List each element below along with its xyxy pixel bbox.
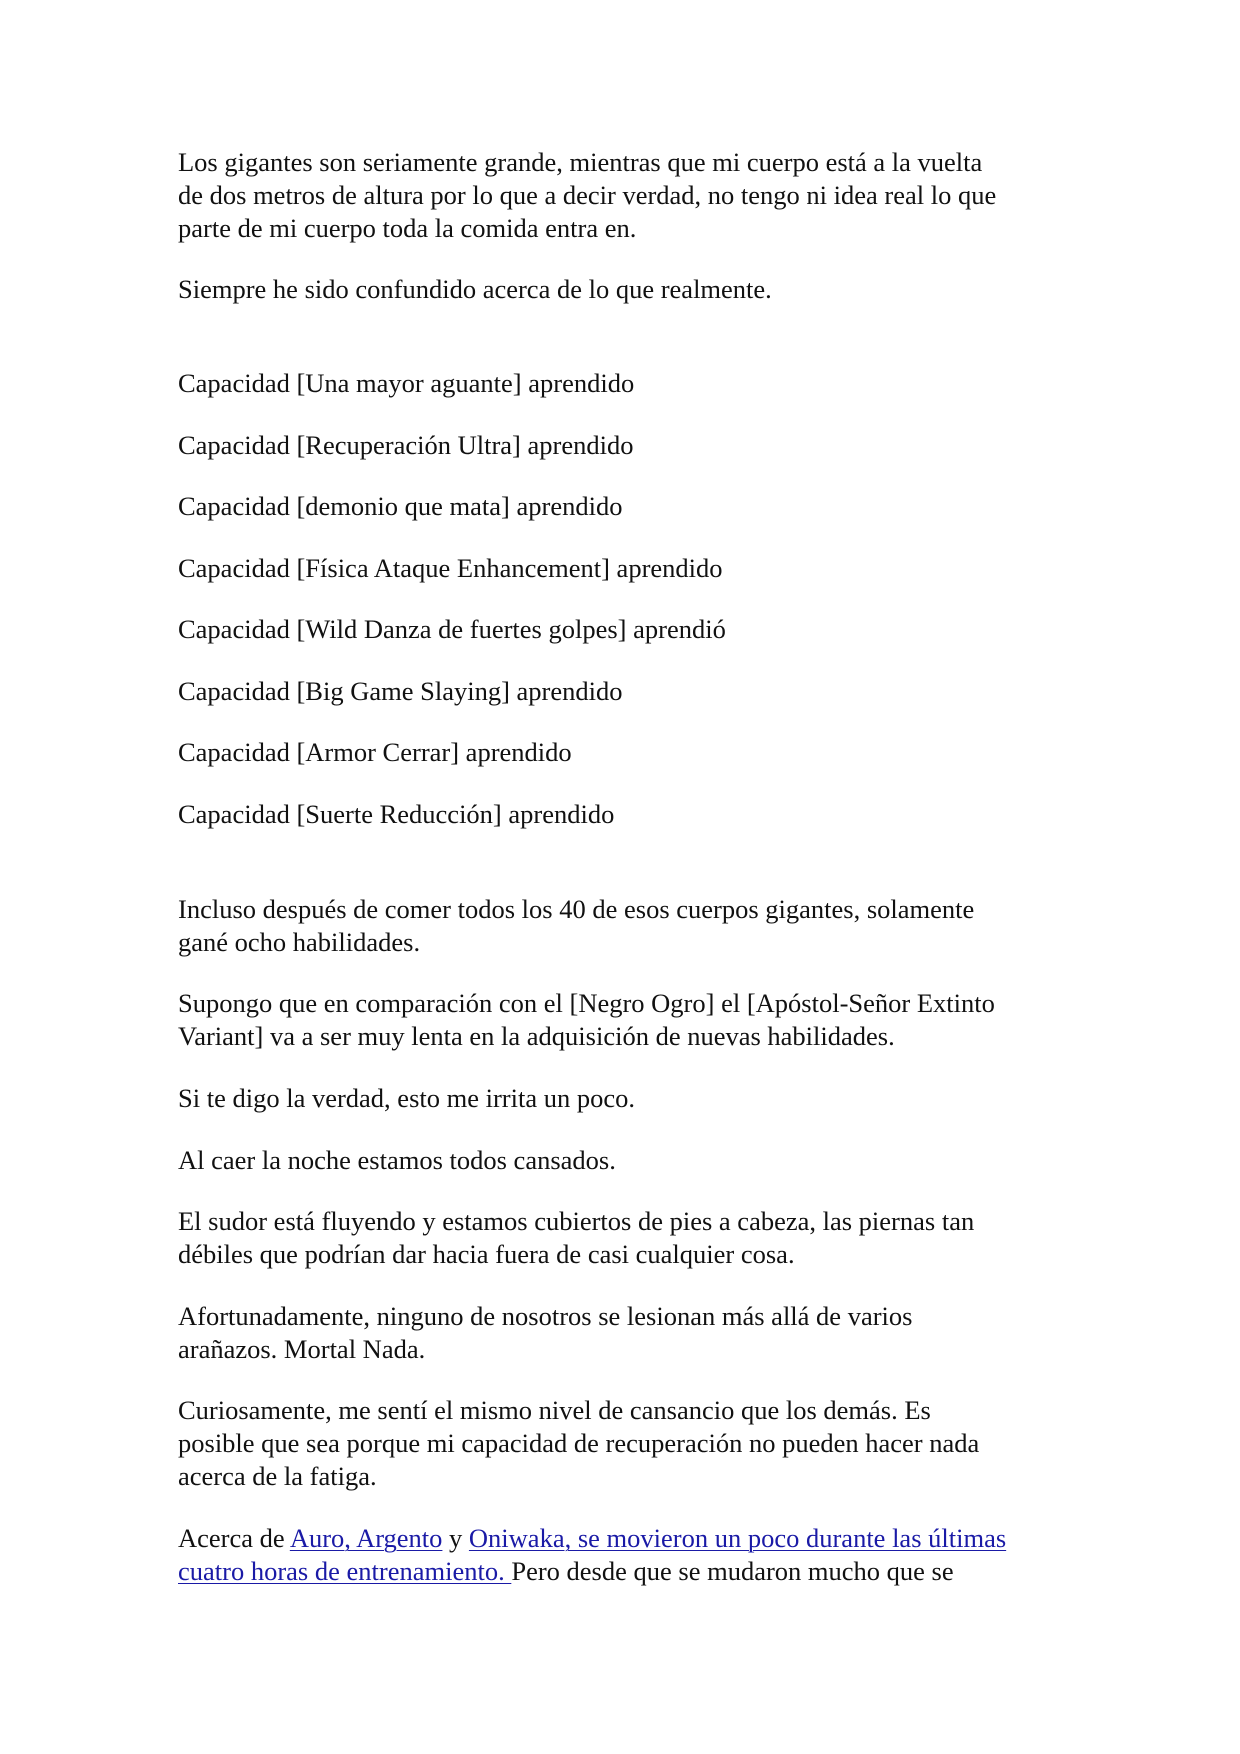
skill-text: Capacidad [Wild Danza de fuertes golpes] aprendió <box>178 614 726 644</box>
paragraph-1-line-2: de dos metros de altura por lo que a decir verdad, no tengo ni idea real lo que <box>178 180 997 210</box>
paragraph-4-line-1: Supongo que en comparación con el [Negro Ogro] el [Apóstol-Señor Extinto <box>178 988 995 1018</box>
paragraph-3-line-2: gané ocho habilidades. <box>178 927 421 957</box>
paragraph-9-line-3: acerca de la fatiga. <box>178 1461 377 1491</box>
skill-line-4 <box>178 552 1078 585</box>
paragraph-3-line-1: Incluso después de comer todos los 40 de esos cuerpos gigantes, solamente <box>178 894 975 924</box>
skill-line-8 <box>178 798 1078 831</box>
paragraph-2-line-1: Siempre he sido confundido acerca de lo que realmente. <box>178 274 772 304</box>
skill-line-1 <box>178 367 1078 400</box>
paragraph-5 <box>178 1082 1078 1115</box>
paragraph-2 <box>178 273 1078 306</box>
paragraph-8 <box>178 1300 1078 1366</box>
skill-text: Capacidad [Suerte Reducción] aprendido <box>178 799 615 829</box>
paragraph-7-line-2: débiles que podrían dar hacia fuera de casi cualquier cosa. <box>178 1239 795 1269</box>
paragraph-1-line-3: parte de mi cuerpo toda la comida entra en. <box>178 213 637 243</box>
paragraph-10-line-1 <box>178 1522 1078 1555</box>
skill-text: Capacidad [Recuperación Ultra] aprendido <box>178 430 634 460</box>
skill-text: Capacidad [Big Game Slaying] aprendido <box>178 676 623 706</box>
paragraph-9 <box>178 1394 1078 1493</box>
paragraph-4-line-2: Variant] va a ser muy lenta en la adquisición de nuevas habilidades. <box>178 1021 895 1051</box>
paragraph-10-line-2 <box>178 1555 1078 1588</box>
paragraph-6-line-1: Al caer la noche estamos todos cansados. <box>178 1145 616 1175</box>
skill-line-2 <box>178 429 1078 462</box>
paragraph-7 <box>178 1205 1078 1271</box>
paragraph-8-line-1: Afortunadamente, ninguno de nosotros se lesionan más allá de varios <box>178 1301 913 1331</box>
paragraph-5-line-1: Si te digo la verdad, esto me irrita un poco. <box>178 1083 636 1113</box>
skill-line-3 <box>178 490 1078 523</box>
paragraph-10-suffix: Pero desde que se mudaron mucho que se <box>511 1556 954 1586</box>
paragraph-10-mid: y <box>442 1523 469 1553</box>
skill-line-5 <box>178 613 1078 646</box>
paragraph-1 <box>178 146 1078 245</box>
paragraph-9-line-1: Curiosamente, me sentí el mismo nivel de cansancio que los demás. Es <box>178 1395 931 1425</box>
paragraph-1-line-1: Los gigantes son seriamente grande, mientras que mi cuerpo está a la vuelta <box>178 147 983 177</box>
paragraph-6 <box>178 1144 1078 1177</box>
skill-text: Capacidad [demonio que mata] aprendido <box>178 491 623 521</box>
skill-line-7 <box>178 736 1078 769</box>
skill-line-6 <box>178 675 1078 708</box>
paragraph-8-line-2: arañazos. Mortal Nada. <box>178 1334 426 1364</box>
skill-text: Capacidad [Física Ataque Enhancement] aprendido <box>178 553 723 583</box>
paragraph-4 <box>178 987 1078 1053</box>
skill-text: Capacidad [Una mayor aguante] aprendido <box>178 368 635 398</box>
paragraph-9-line-2: posible que sea porque mi capacidad de recuperación no pueden hacer nada <box>178 1428 980 1458</box>
skill-text: Capacidad [Armor Cerrar] aprendido <box>178 737 572 767</box>
link-oniwaka[interactable]: Oniwaka, se movieron un poco durante las últimas <box>468 1523 1007 1553</box>
paragraph-3 <box>178 893 1078 959</box>
paragraph-10 <box>178 1522 1078 1588</box>
paragraph-7-line-1: El sudor está fluyendo y estamos cubiertos de pies a cabeza, las piernas tan <box>178 1206 975 1236</box>
link-auro-argento[interactable]: Auro, Argento <box>289 1523 443 1553</box>
paragraph-10-prefix: Acerca de <box>178 1523 290 1553</box>
link-training-hours[interactable]: cuatro horas de entrenamiento. <box>178 1556 512 1586</box>
